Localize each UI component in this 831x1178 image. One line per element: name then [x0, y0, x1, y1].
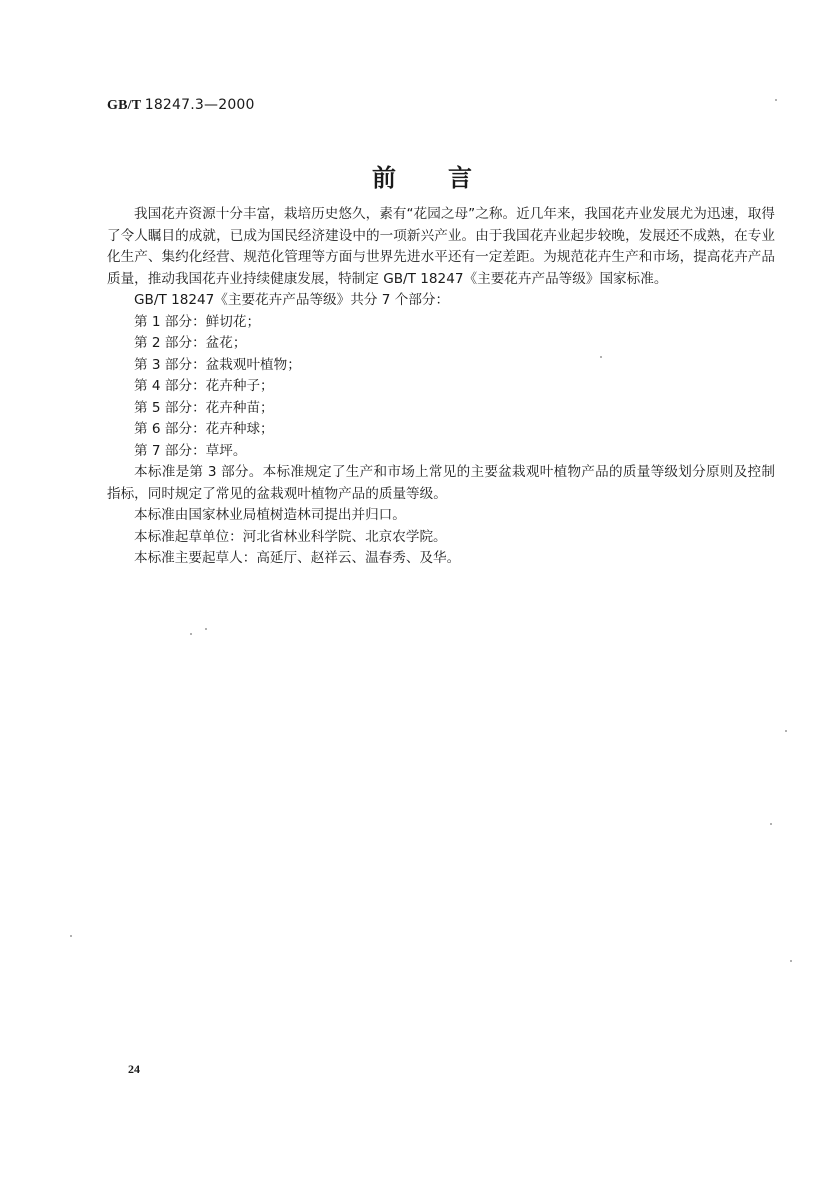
- part-item: 第 3 部分：盆栽观叶植物；: [134, 356, 301, 373]
- part-item: 第 1 部分：鲜切花；: [134, 313, 261, 330]
- scope-paragraph: 本标准是第 3 部分。本标准规定了生产和市场上常见的主要盆栽观叶植物产品的质量等级划分原则及控制指标，同时规定了常见的盆栽观叶植物产品的质量等级。: [107, 464, 775, 502]
- part-item: 第 5 部分：花卉种苗；: [134, 399, 274, 416]
- part-item: 第 2 部分：盆花；: [134, 335, 247, 351]
- standard-number: 18247.3—2000: [144, 97, 255, 113]
- scan-speck: [790, 960, 792, 962]
- scan-speck: [205, 628, 207, 630]
- part-item: 第 6 部分：花卉种球；: [134, 421, 274, 437]
- page-number: 24: [128, 1062, 140, 1076]
- standard-prefix: GB/T: [107, 98, 142, 113]
- drafters-paragraph: 本标准主要起草人：高延厅、赵祥云、温春秀、及华。: [134, 550, 461, 566]
- drafting-unit-paragraph: 本标准起草单位：河北省林业科学院、北京农学院。: [134, 528, 447, 545]
- title-char-1: 前: [372, 164, 448, 192]
- part-item: 第 4 部分：花卉种子；: [134, 378, 274, 394]
- page-title: [372, 158, 524, 193]
- part-item: 第 7 部分：草坪。: [134, 442, 247, 459]
- scan-speck: [770, 823, 772, 825]
- scan-speck: [785, 730, 787, 732]
- scan-speck: [600, 356, 602, 358]
- standard-code: [107, 97, 255, 114]
- title-char-2: 言: [448, 164, 524, 192]
- scan-speck: [70, 935, 72, 937]
- proposer-paragraph: 本标准由国家林业局植树造林司提出并归口。: [134, 507, 406, 523]
- parts-intro: GB/T 18247《主要花卉产品等级》共分 7 个部分：: [134, 292, 450, 308]
- intro-paragraph: 我国花卉资源十分丰富，栽培历史悠久，素有“花园之母”之称。近几年来，我国花卉业发展尤为迅速，取得了令人瞩目的成就，已成为国民经济建设中的一项新兴产业。由于我国花卉业起步较晚，发展还不成熟，在专业化生产、集约化经营、规范化管理等方面与世界先进水平还有一定差距。为规范花卉生产和市场，提高花卉产品质量，推动我国花卉业持续健康发展，特制定 GB/T 18247《主要花卉产品等级》国家标准。: [107, 206, 775, 287]
- foreword-body: [107, 204, 775, 570]
- scan-speck: [775, 99, 777, 101]
- scan-speck: [190, 633, 192, 635]
